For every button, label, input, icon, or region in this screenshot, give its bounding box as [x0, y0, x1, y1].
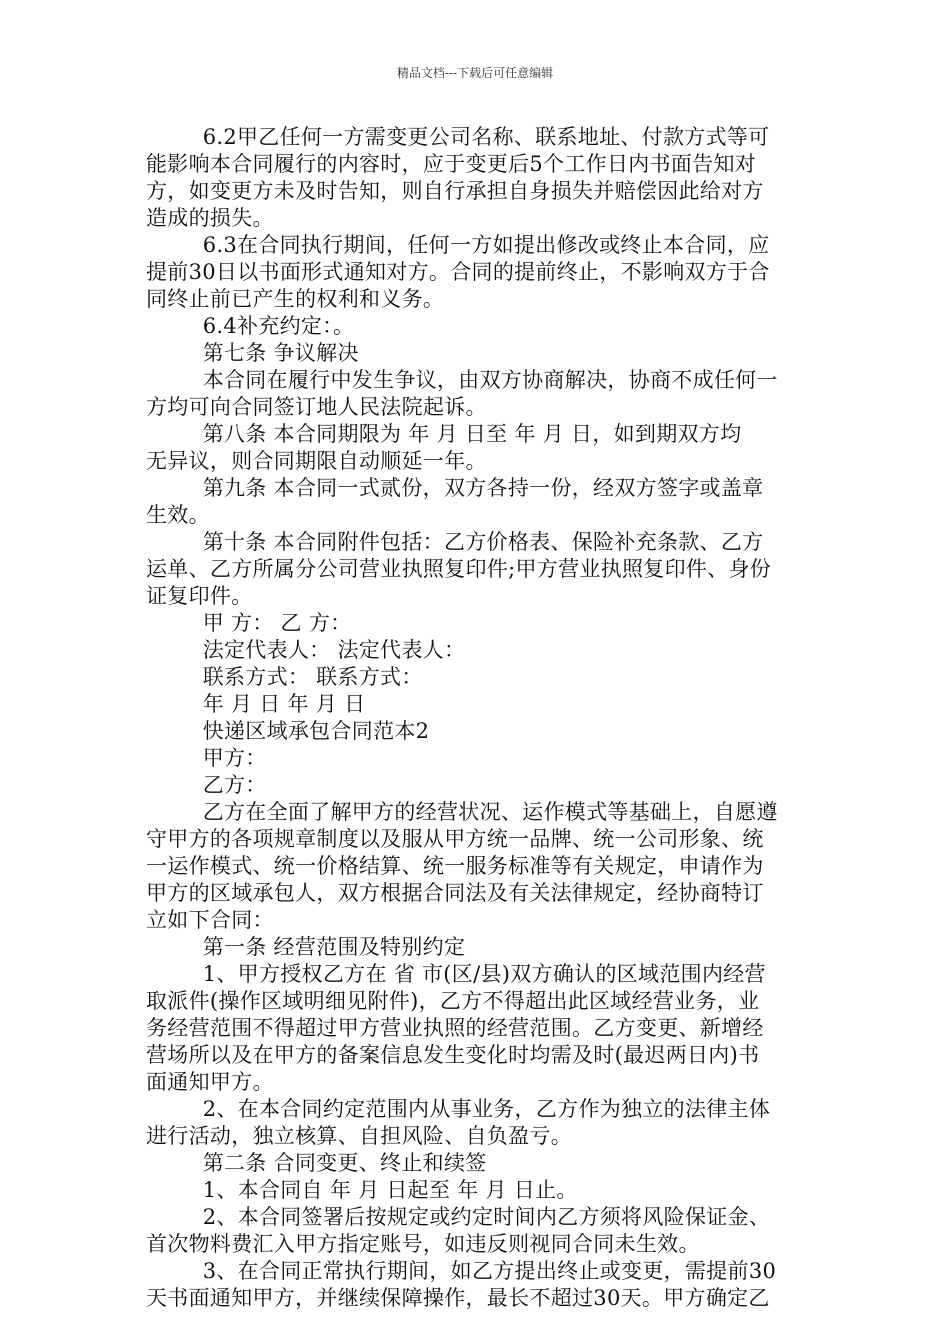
text-line: 甲 方： 乙 方：: [202, 611, 352, 635]
text-line: 2、本合同签署后按规定或约定时间内乙方须将风险保证金、: [202, 1205, 771, 1229]
document-body: [146, 124, 806, 1312]
text-line: 能影响本合同履行的内容时，应于变更后5个工作日内书面告知对: [146, 152, 757, 176]
text-line: 同终止前已产生的权利和义务。: [146, 287, 445, 311]
text-line: 快递区域承包合同范本2: [202, 719, 430, 743]
text-line: 6.4补充约定：。: [202, 314, 355, 338]
text-line: 面通知甲方。: [146, 1070, 274, 1094]
text-line: 运单、乙方所属分公司营业执照复印件;甲方营业执照复印件、身份: [146, 557, 772, 581]
text-line: 造成的损失。: [146, 206, 274, 230]
text-line: 无异议，则合同期限自动顺延一年。: [146, 449, 487, 473]
text-line: 1、甲方授权乙方在 省 市(区/县)双方确认的区域范围内经营: [202, 962, 766, 986]
page-header: 精品文档---下载后可任意编辑: [396, 66, 554, 80]
text-line: 第二条 合同变更、终止和续签: [202, 1151, 487, 1175]
text-line: 甲方的区域承包人，双方根据合同法及有关法律规定，经协商特订: [146, 881, 764, 905]
text-line: 第十条 本合同附件包括：乙方价格表、保险补充条款、乙方: [202, 530, 764, 554]
text-line: 乙方：: [202, 773, 267, 797]
text-line: 天书面通知甲方，并继续保障操作，最长不超过30天。甲方确定乙: [146, 1286, 770, 1310]
text-line: 乙方在全面了解甲方的经营状况、运作模式等基础上，自愿遵: [202, 800, 778, 824]
text-line: 2、在本合同约定范围内从事业务，乙方作为独立的法律主体: [202, 1097, 771, 1121]
text-line: 取派件(操作区域明细见附件)，乙方不得超出此区域经营业务，业: [146, 989, 760, 1013]
text-line: 守甲方的各项规章制度以及服从甲方统一品牌、统一公司形象、统: [146, 827, 764, 851]
text-line: 一运作模式、统一价格结算、统一服务标准等有关规定，申请作为: [146, 854, 764, 878]
text-line: 第一条 经营范围及特别约定: [202, 935, 466, 959]
text-line: 年 月 日 年 月 日: [202, 692, 366, 716]
text-line: 法定代表人： 法定代表人：: [202, 638, 466, 662]
text-line: 证复印件。: [146, 584, 253, 608]
text-line: 本合同在履行中发生争议，由双方协商解决，协商不成任何一: [202, 368, 778, 392]
text-line: 提前30日以书面形式通知对方。合同的提前终止，不影响双方于合: [146, 260, 770, 284]
text-line: 6.3在合同执行期间，任何一方如提出修改或终止本合同，应: [202, 233, 770, 257]
text-line: 第八条 本合同期限为 年 月 日至 年 月 日，如到期双方均: [202, 422, 742, 446]
text-line: 营场所以及在甲方的备案信息发生变化时均需及时(最迟两日内)书: [146, 1043, 760, 1067]
text-line: 进行活动，独立核算、自担风险、自负盈亏。: [146, 1124, 572, 1148]
text-line: 务经营范围不得超过甲方营业执照的经营范围。乙方变更、新增经: [146, 1016, 764, 1040]
text-line: 方，如变更方未及时告知，则自行承担自身损失并赔偿因此给对方: [146, 179, 764, 203]
text-line: 甲方：: [202, 746, 267, 770]
text-line: 方均可向合同签订地人民法院起诉。: [146, 395, 487, 419]
text-line: 3、在合同正常执行期间，如乙方提出终止或变更，需提前30: [202, 1259, 777, 1283]
text-line: 生效。: [146, 503, 210, 527]
text-line: 6.2甲乙任何一方需变更公司名称、联系地址、付款方式等可: [202, 125, 770, 149]
text-line: 首次物料费汇入甲方指定账号，如违反则视同合同未生效。: [146, 1232, 700, 1256]
text-line: 联系方式： 联系方式：: [202, 665, 423, 689]
text-line: 立如下合同：: [146, 908, 274, 932]
text-line: 第七条 争议解决: [202, 341, 359, 365]
text-line: 1、本合同自 年 月 日起至 年 月 日止。: [202, 1178, 578, 1202]
text-line: 第九条 本合同一式贰份，双方各持一份，经双方签字或盖章: [202, 476, 764, 500]
